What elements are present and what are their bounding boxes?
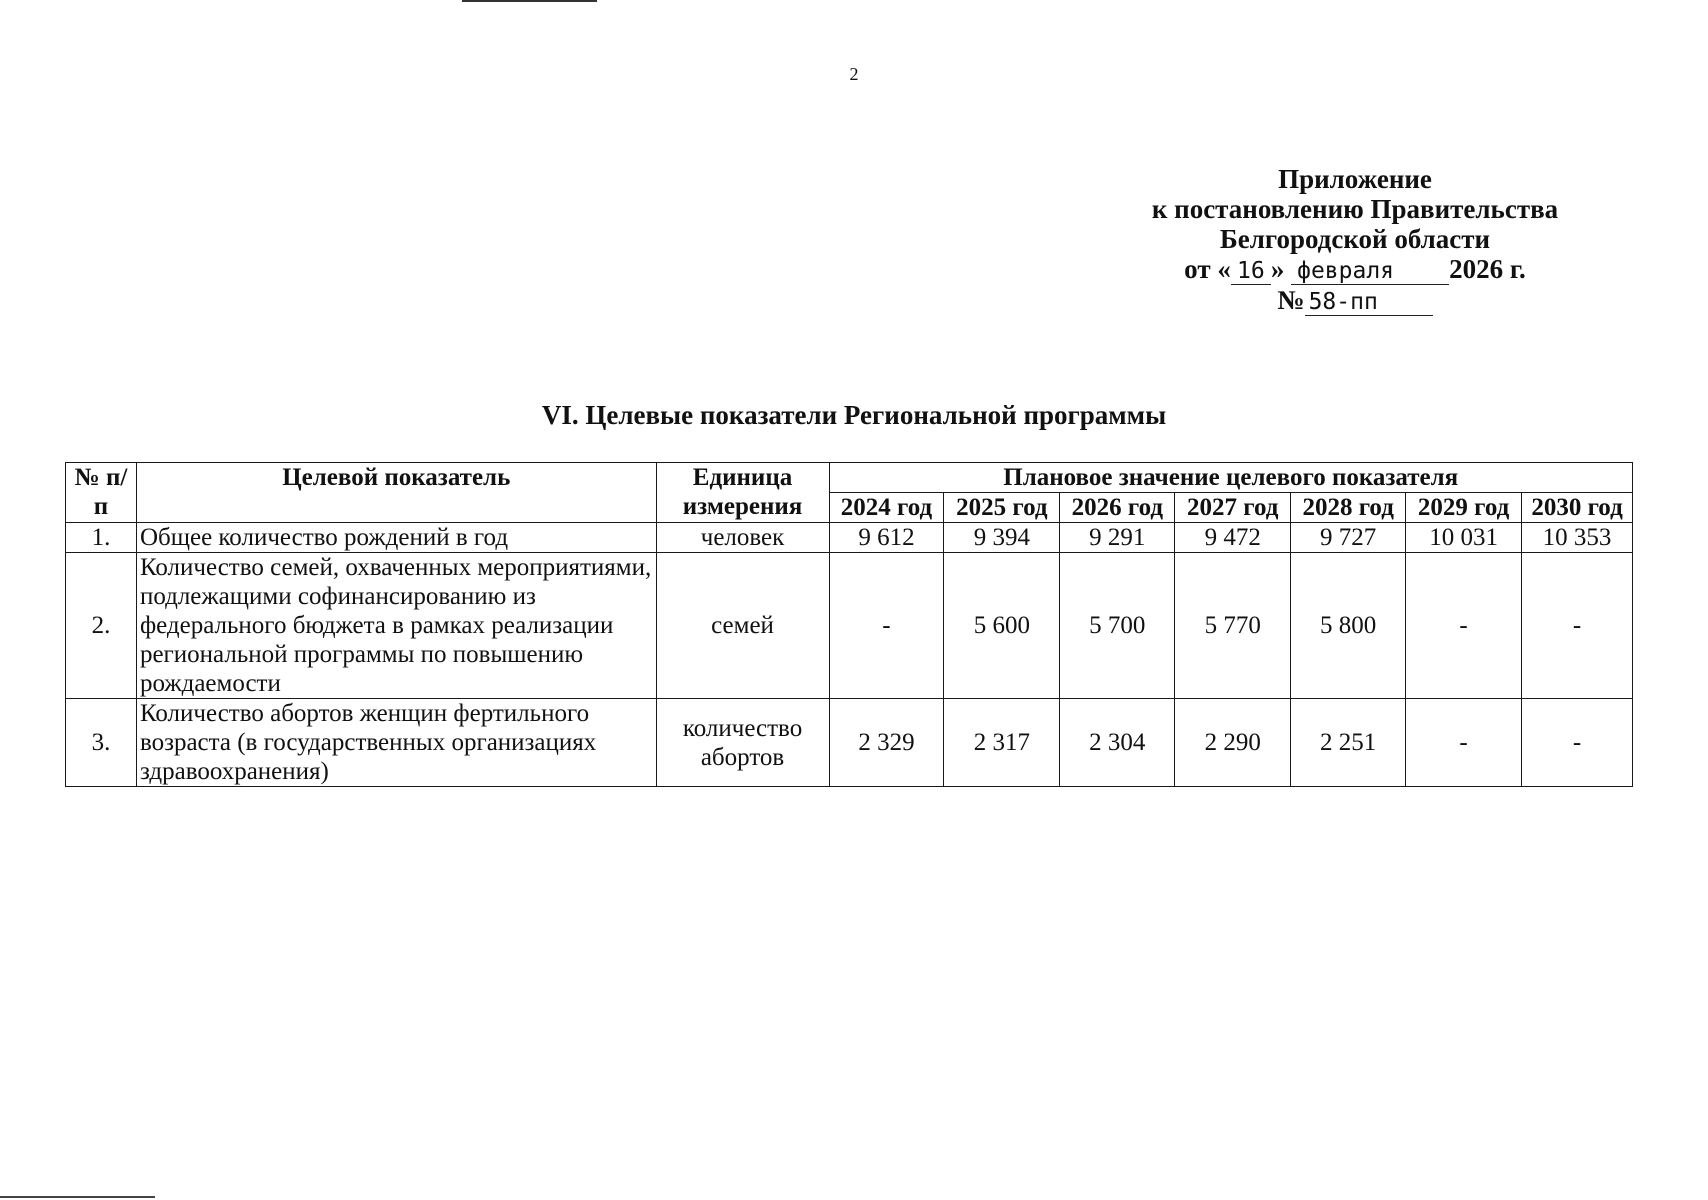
header-no: № п/п [66,463,137,523]
row-value: 5 800 [1291,553,1406,699]
table-row [66,553,1633,699]
row-value: 2 304 [1060,699,1175,787]
section-title: VI. Целевые показатели Региональной программы [541,400,1167,430]
row-value: 5 770 [1175,553,1291,699]
row-value: 2 251 [1291,699,1406,787]
row-value: 9 727 [1291,523,1406,553]
row-indicator: Количество семей, охваченных мероприятиями, подлежащими софинансированию из федерального бюджета в рамках реализации региональной программы по повышению рождаемости [136,553,656,699]
page-number: 2 [849,64,859,84]
appendix-resolution-line: к постановлению Правительства [1151,194,1559,224]
scan-artifact-line [0,1196,155,1198]
appendix-date-line [1120,254,1590,285]
row-unit: семей [656,553,829,699]
row-value: - [1406,553,1522,699]
date-month: февраля [1291,258,1449,285]
date-day: 16 [1231,258,1271,285]
row-value: 10 353 [1522,523,1633,553]
row-value: - [829,553,944,699]
header-planned-value: Плановое значение целевого показателя [829,463,1633,493]
row-value: 9 472 [1175,523,1291,553]
header-year: 2025 год [944,493,1060,523]
row-value: 9 291 [1060,523,1175,553]
header-year: 2027 год [1175,493,1291,523]
row-number: 1. [66,523,137,553]
row-value: 5 700 [1060,553,1175,699]
appendix-region-line: Белгородской области [1219,224,1491,254]
scan-artifact-line [462,0,597,2]
row-value: - [1522,553,1633,699]
header-year: 2026 год [1060,493,1175,523]
row-number: 2. [66,553,137,699]
appendix-block [1120,164,1590,316]
row-value: 2 329 [829,699,944,787]
date-year: 2026 г. [1449,254,1526,284]
row-value: 10 031 [1406,523,1522,553]
indicators-table [65,462,1633,787]
appendix-number-line [1120,285,1590,316]
row-indicator: Общее количество рождений в год [136,523,656,553]
header-year: 2029 год [1406,493,1522,523]
header-unit: Единица измерения [656,463,829,523]
row-value: 2 290 [1175,699,1291,787]
header-indicator: Целевой показатель [136,463,656,523]
date-mid: » [1270,254,1285,284]
table-row [66,699,1633,787]
table-row [66,523,1633,553]
date-prefix: от « [1184,254,1231,284]
row-indicator: Количество абортов женщин фертильного возраста (в государственных организациях здравоохранения) [136,699,656,787]
row-value: 9 612 [829,523,944,553]
header-year: 2028 год [1291,493,1406,523]
number-prefix: № [1277,285,1305,315]
row-value: - [1406,699,1522,787]
row-value: 9 394 [944,523,1060,553]
row-number: 3. [66,699,137,787]
row-unit: человек [656,523,829,553]
row-value: 5 600 [944,553,1060,699]
table-header-row [66,463,1633,493]
appendix-title: Приложение [1278,164,1432,194]
row-value: 2 317 [944,699,1060,787]
number-value: 58-пп [1305,289,1433,316]
header-year: 2024 год [829,493,944,523]
row-unit: количество абортов [656,699,829,787]
row-value: - [1522,699,1633,787]
header-year: 2030 год [1522,493,1633,523]
